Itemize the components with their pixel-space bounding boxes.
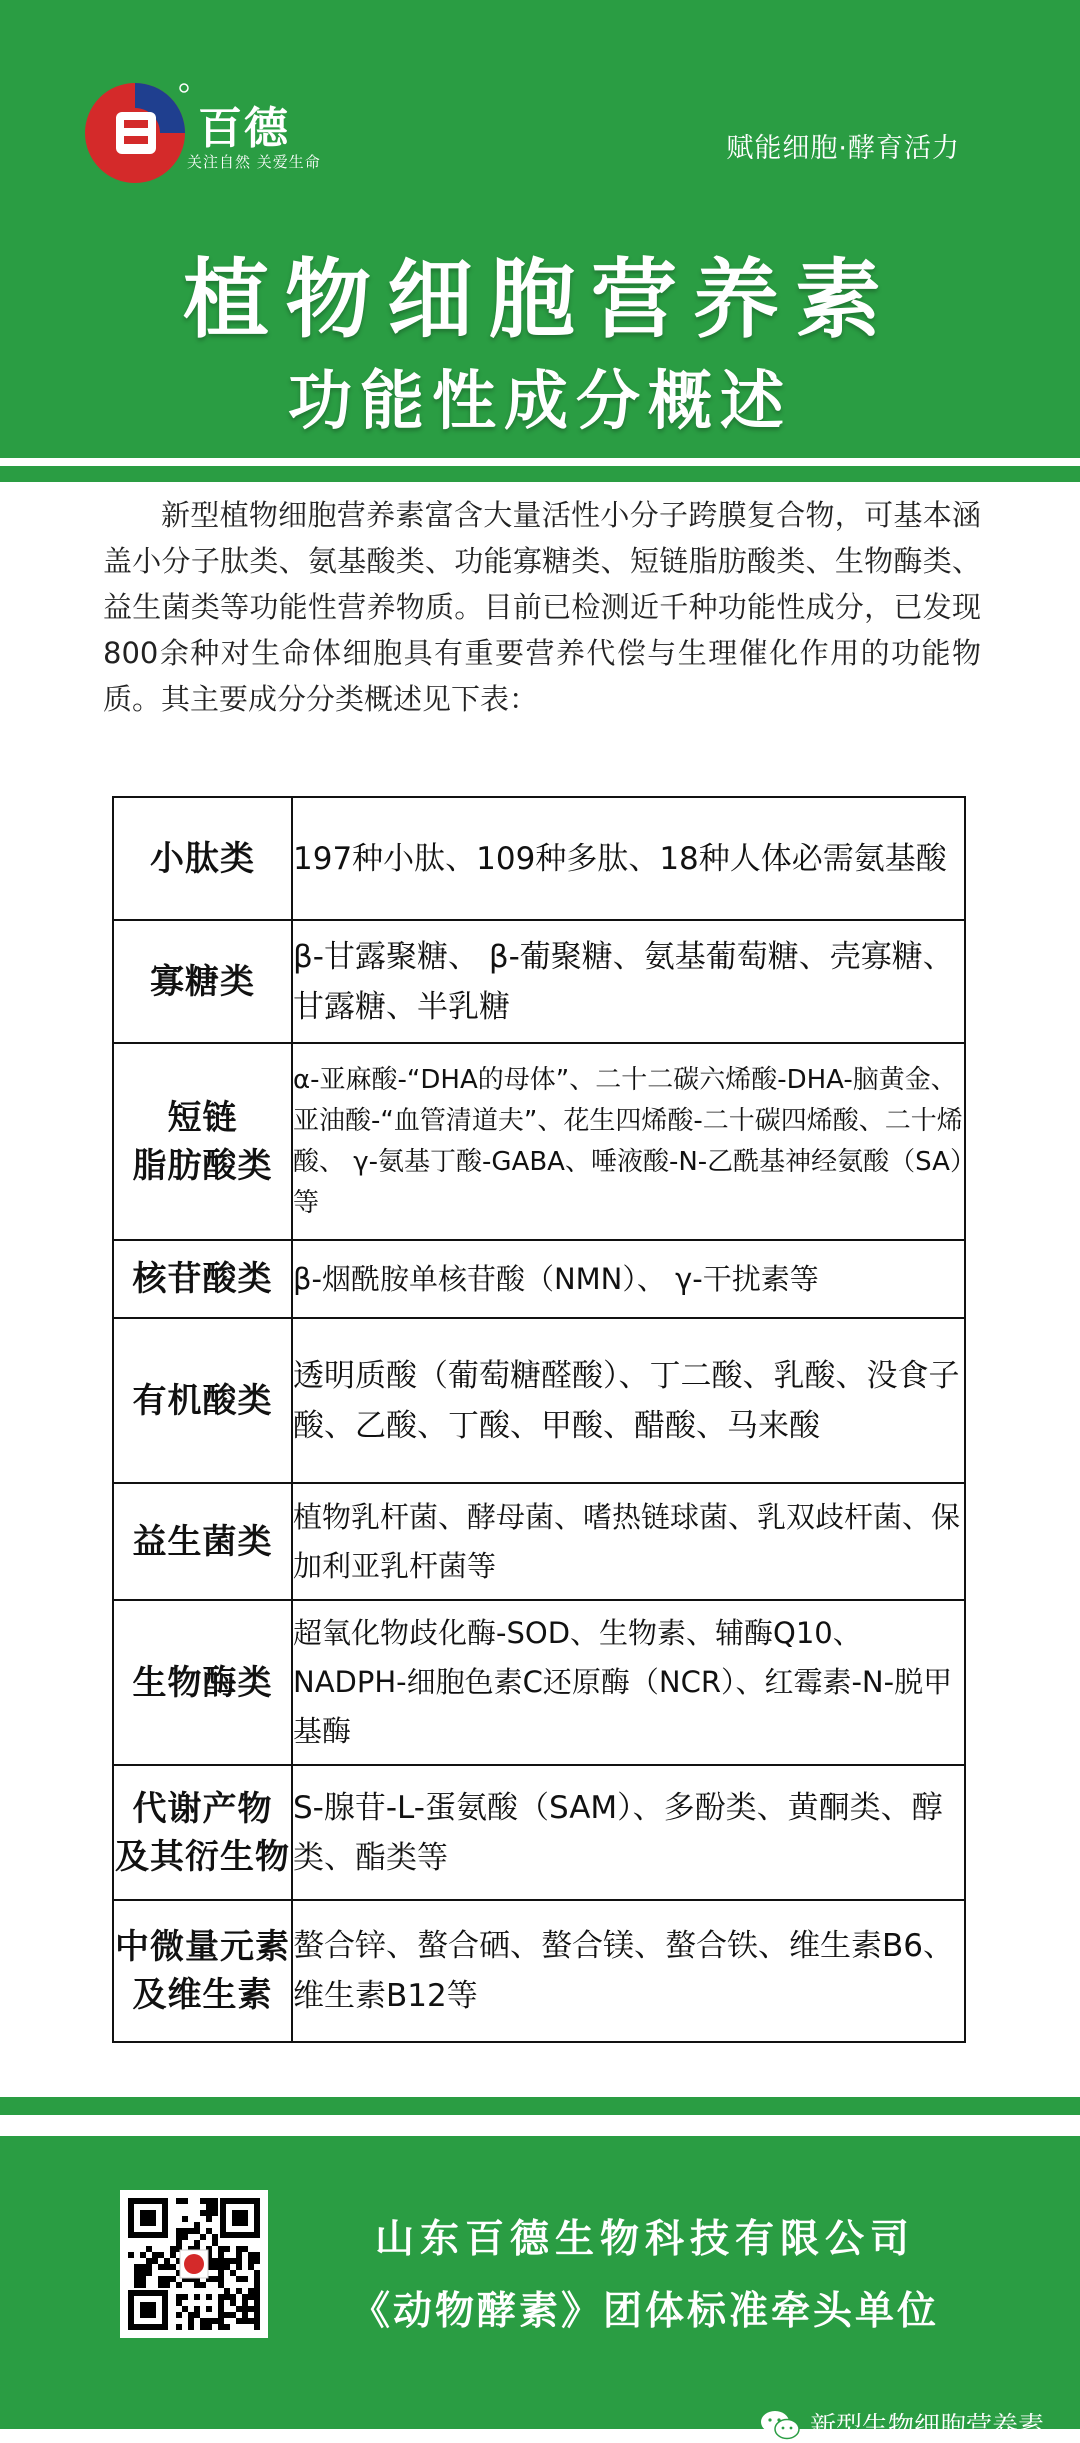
content-cell: 透明质酸（葡萄糖醛酸）、丁二酸、乳酸、没食子酸、乙酸、丁酸、甲酸、醋酸、马来酸 <box>292 1318 965 1483</box>
brand-tagline: 关注自然 关爱生命 <box>187 153 321 171</box>
content-cell: 超氧化物歧化酶-SOD、生物素、辅酶Q10、NADPH-细胞色素C还原酶（NCR）、红霉素-N-脱甲基酶 <box>292 1600 965 1765</box>
header-banner <box>0 0 1080 458</box>
components-table <box>112 796 966 2043</box>
category-cell: 有机酸类 <box>113 1318 292 1483</box>
baide-logo-icon <box>80 78 190 188</box>
footer-divider-stripe <box>0 2097 1080 2115</box>
standard-role: 《动物酵素》团体标准牵头单位 <box>350 2289 939 2334</box>
content-cell: 197种小肽、109种多肽、18种人体必需氨基酸 <box>292 797 965 920</box>
content-cell: α-亚麻酸-“DHA的母体”、二十二碳六烯酸-DHA-脑黄金、亚油酸-“血管清道夫”、花生四烯酸-二十碳四烯酸、二十烯酸、 γ-氨基丁酸-GABA、唾液酸-N-乙酰基神经氨酸（SA）等 <box>292 1043 965 1240</box>
category-cell: 小肽类 <box>113 797 292 920</box>
table-row <box>113 1765 965 1900</box>
category-line: 短链 <box>167 1097 238 1138</box>
content-cell: 植物乳杆菌、酵母菌、嗜热链球菌、乳双歧杆菌、保加利亚乳杆菌等 <box>292 1483 965 1600</box>
table-row <box>113 1318 965 1483</box>
header-divider-stripe <box>0 466 1080 482</box>
page-subtitle: 功能性成分概述 <box>288 365 792 439</box>
table-row <box>113 1240 965 1318</box>
table-row <box>113 1483 965 1600</box>
intro-paragraph: 新型植物细胞营养素富含大量活性小分子跨膜复合物，可基本涵盖小分子肽类、氨基酸类、功能寡糖类、短链脂肪酸类、生物酶类、益生菌类等功能性营养物质。目前已检测近千种功能性成分，已发现800余种对生命体细胞具有重要营养代偿与生理催化作用的功能物质。其主要成分分类概述见下表： <box>103 498 981 716</box>
table-row <box>113 1600 965 1765</box>
category-line: 及其衍生物 <box>115 1836 290 1877</box>
category-cell: 生物酶类 <box>113 1600 292 1765</box>
slogan: 赋能细胞·酵育活力 <box>726 133 960 164</box>
content-cell: S-腺苷-L-蛋氨酸（SAM）、多酚类、黄酮类、醇类、酯类等 <box>292 1765 965 1900</box>
content-cell: β-甘露聚糖、 β-葡聚糖、氨基葡萄糖、壳寡糖、甘露糖、半乳糖 <box>292 920 965 1043</box>
category-line: 中微量元素 <box>115 1927 290 1967</box>
category-cell: 益生菌类 <box>113 1483 292 1600</box>
table-row <box>113 1900 965 2042</box>
qr-code-icon[interactable] <box>120 2190 268 2338</box>
content-cell: β-烟酰胺单核苷酸（NMN）、 γ-干扰素等 <box>292 1240 965 1318</box>
category-cell <box>113 1900 292 2042</box>
brand-name: 百德 <box>198 103 290 154</box>
category-cell: 寡糖类 <box>113 920 292 1043</box>
category-cell <box>113 1765 292 1900</box>
category-line: 代谢产物 <box>132 1788 273 1829</box>
wechat-account[interactable] <box>760 2406 1044 2443</box>
category-line: 及维生素 <box>132 1975 273 2015</box>
category-cell: 核苷酸类 <box>113 1240 292 1318</box>
table-row <box>113 920 965 1043</box>
category-line: 脂肪酸类 <box>132 1145 273 1186</box>
company-name: 山东百德生物科技有限公司 <box>374 2217 915 2262</box>
wechat-account-name: 新型生物细胞营养素 <box>809 2412 1044 2442</box>
table-row <box>113 797 965 920</box>
table-row <box>113 1043 965 1240</box>
category-cell <box>113 1043 292 1240</box>
content-cell: 螯合锌、螯合硒、螯合镁、螯合铁、维生素B6、维生素B12等 <box>292 1900 965 2042</box>
page-title: 植物细胞营养素 <box>183 250 897 350</box>
wechat-icon <box>760 2409 800 2441</box>
